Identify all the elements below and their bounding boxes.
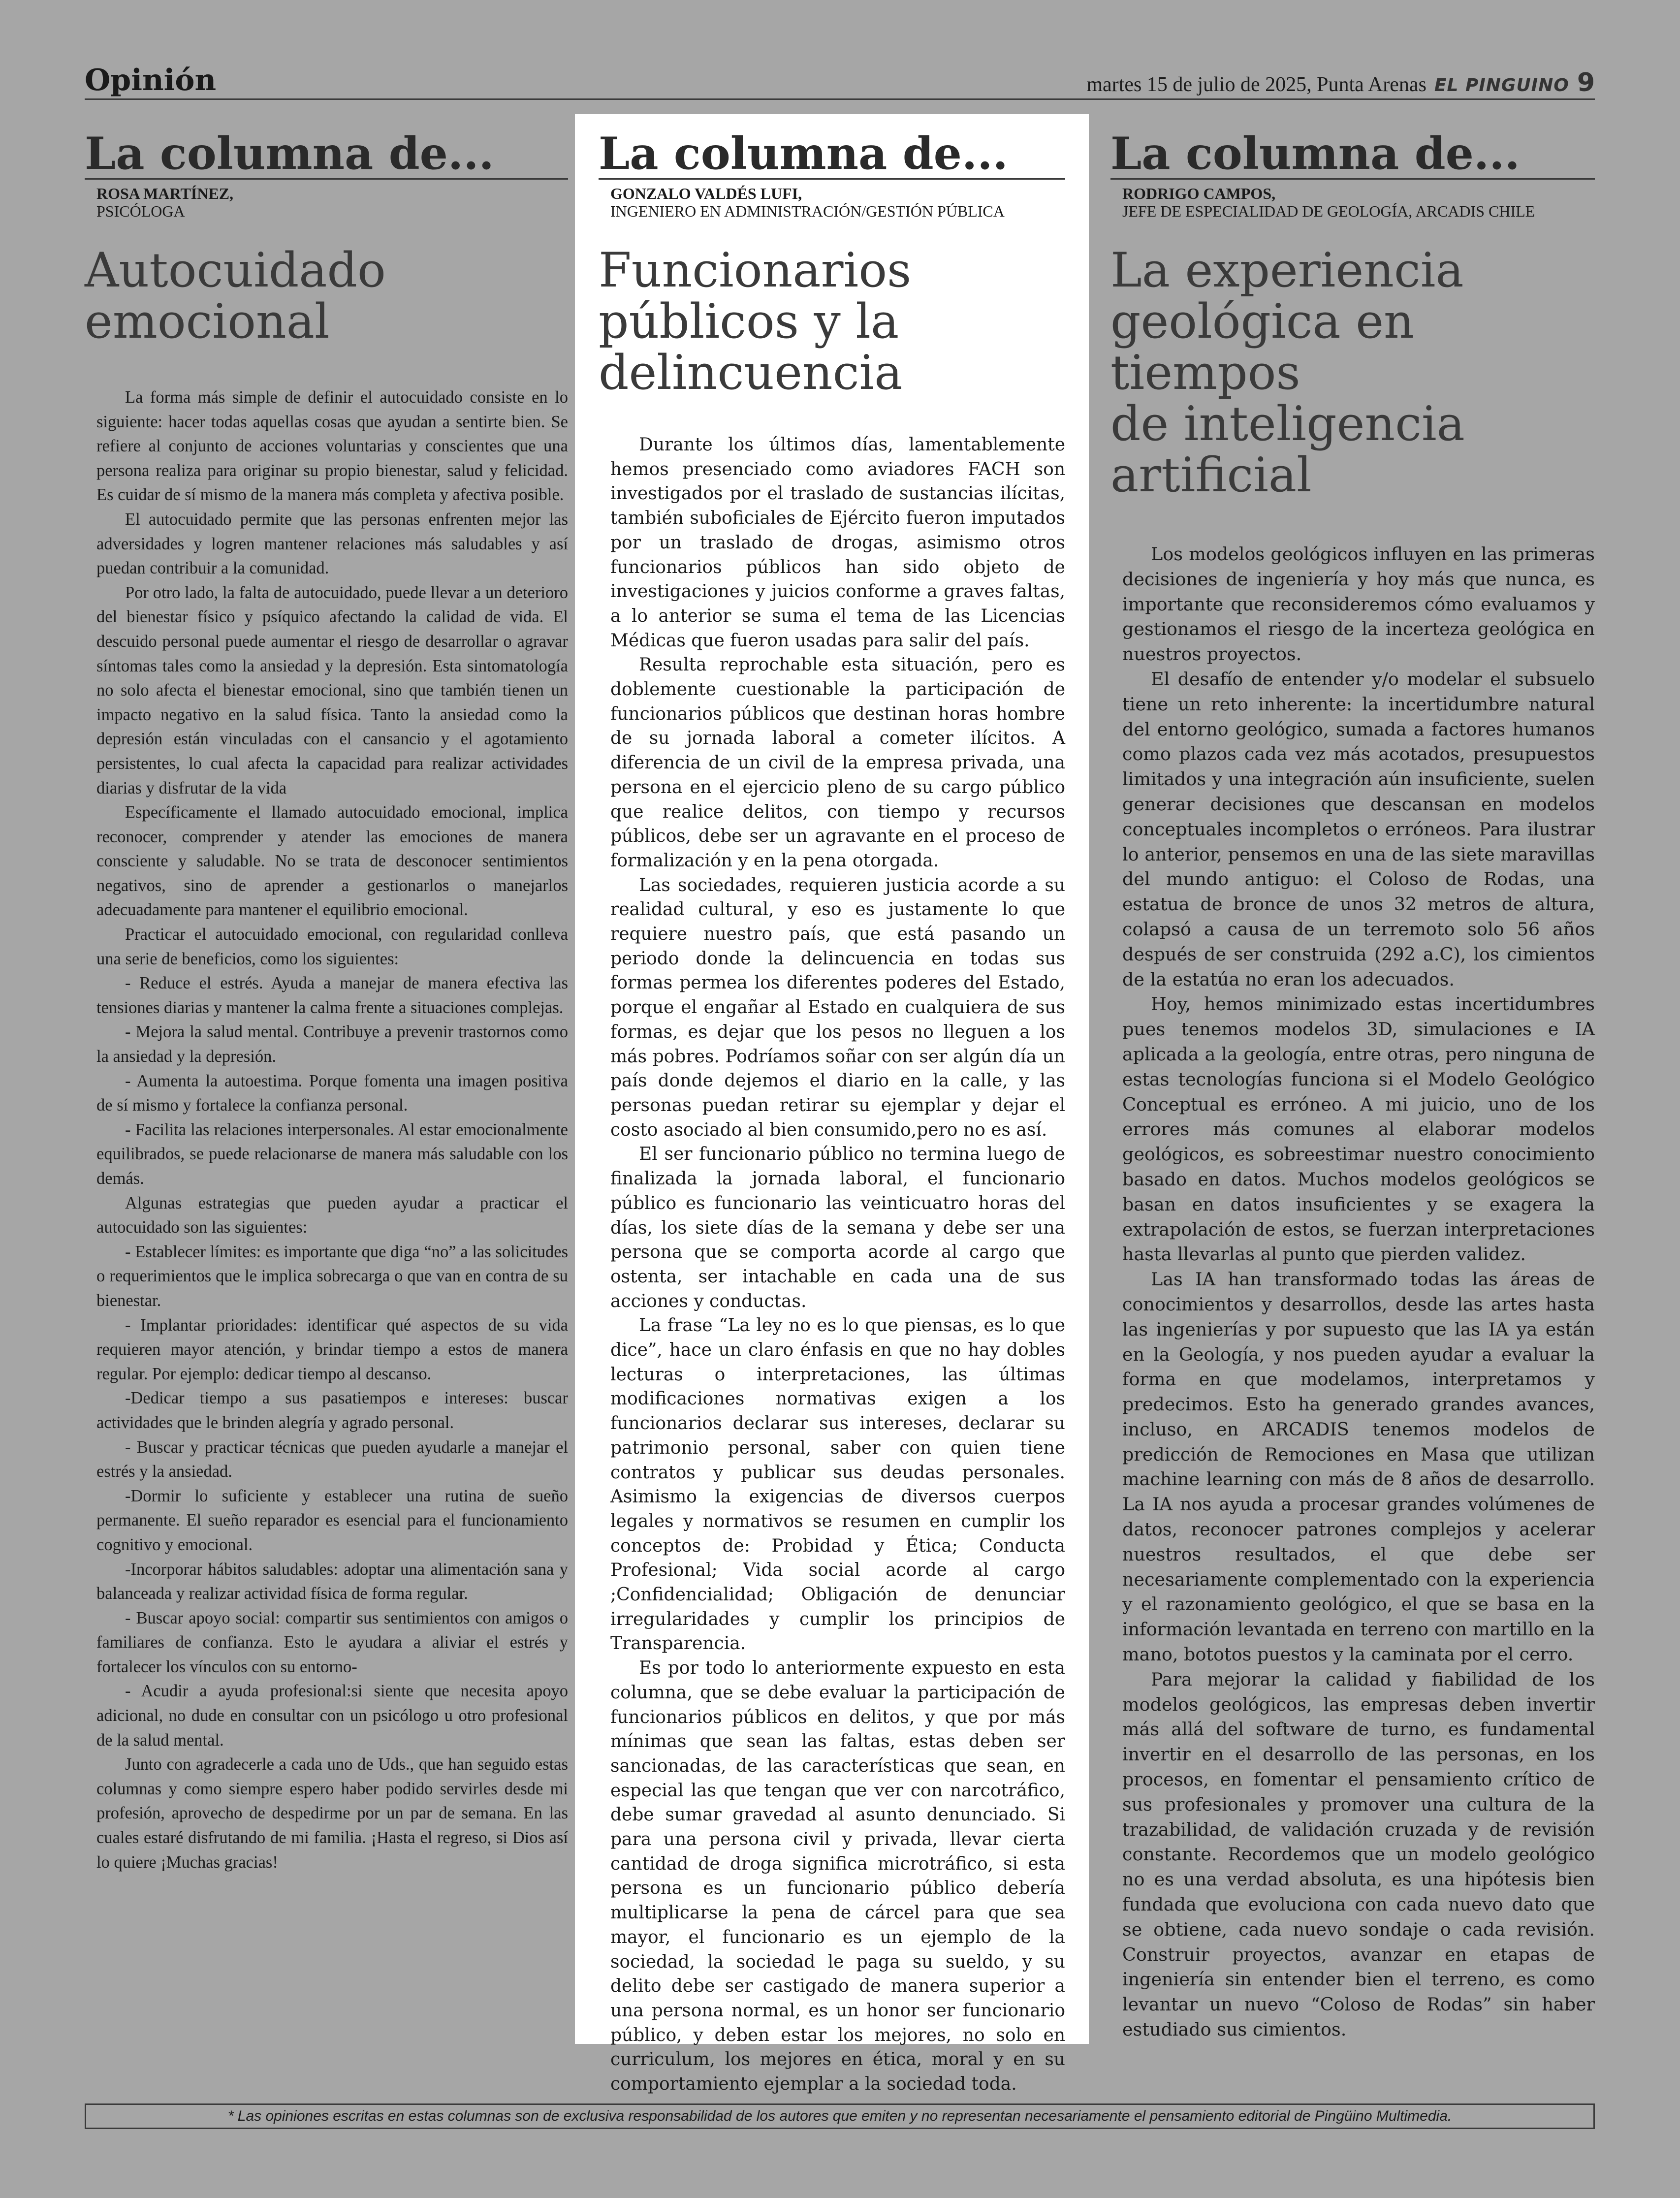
paragraph: - Buscar apoyo social: compartir sus sentimientos con amigos o familiares de confianza. Esto le ayudara a aliviar el estrés y fortalecer los vínculos con su entorno- bbox=[96, 1608, 568, 1676]
paragraph: Practicar el autocuidado emocional, con regularidad conlleva una serie de beneficios, como los siguientes: bbox=[96, 925, 568, 968]
column-gonzalo-valdes bbox=[575, 114, 1089, 2095]
paragraph: -Dormir lo suficiente y establecer una rutina de sueño permanente. El sueño reparador es esencial para el funcionamiento cognitivo y emocional. bbox=[96, 1486, 568, 1554]
page-header bbox=[85, 63, 1595, 100]
column-kicker: La columna de... bbox=[85, 131, 568, 180]
newspaper-logo: EL PINGUINO bbox=[1434, 75, 1569, 96]
paragraph: Algunas estrategias que pueden ayudar a practicar el autocuidado son las siguientes: bbox=[96, 1193, 568, 1237]
author-role: JEFE DE ESPECIALIDAD DE GEOLOGÍA, ARCADIS CHILE bbox=[1122, 202, 1535, 220]
paragraph: Durante los últimos días, lamentablemente hemos presenciado como aviadores FACH son investigados por el traslado de sustancias ilícitas, también suboficiales de Ejército fueron imputados por un traslado de drogas, asimismo otros funcionarios públicos han sido objeto de investigaciones y juicios conforme a graves faltas, a lo anterior se suma el tema de las Licencias Médicas que fueron usadas para salir del país. bbox=[610, 435, 1065, 651]
author-role: INGENIERO EN ADMINISTRACIÓN/GESTIÓN PÚBLICA bbox=[610, 202, 1005, 220]
column-rodrigo-campos bbox=[1110, 114, 1595, 2044]
column-kicker: La columna de... bbox=[599, 131, 1065, 180]
column-kicker: La columna de... bbox=[1110, 131, 1595, 180]
paragraph: - Mejora la salud mental. Contribuye a prevenir trastornos como la ansiedad y la depresión. bbox=[96, 1022, 568, 1066]
paragraph: El autocuidado permite que las personas enfrenten mejor las adversidades y logren mantener relaciones más saludables y así puedan contribuir a la comunidad. bbox=[96, 510, 568, 578]
paragraph: Por otro lado, la falta de autocuidado, puede llevar a un deterioro del bienestar físico y psíquico afectando la calidad de vida. El descuido personal puede aumentar el riesgo de desarrollar o agravar síntomas tales como la ansiedad y la depresión. Esta sintomatología no solo afecta el bienestar emocional, sino que también tienen un impacto negativo en la salud física. Tanto la ansiedad como la depresión están vinculadas con el cansancio y el agotamiento persistentes, lo cual afecta la capacidad para realizar actividades diarias y disfrutar de la vida bbox=[96, 583, 568, 797]
paragraph: El desafío de entender y/o modelar el subsuelo tiene un reto inherente: la incertidumbre natural del entorno geológico, sumada a factores humanos como plazos cada vez más acotados, presupuestos limitados y una integración aún insuficiente, suelen generar decisiones que descansan en modelos conceptuales incompletos o erróneos. Para ilustrar lo anterior, pensemos en una de las siete maravillas del mundo antiguo: el Coloso de Rodas, una estatua de bronce de unos 32 metros de altura, colapsó a causa de un terremoto solo 56 años después de ser construida (292 a.C), los cimientos de la estatúa no eran los adecuados. bbox=[1122, 668, 1595, 990]
paragraph: - Implantar prioridades: identificar qué aspectos de su vida requieren mayor atención, y brindar tiempo a estos de manera regular. Por ejemplo: dedicar tiempo al descanso. bbox=[96, 1315, 568, 1383]
paragraph: La forma más simple de definir el autocuidado consiste en lo siguiente: hacer todas aquellas cosas que ayudan a sentirte bien. Se refiere al conjunto de acciones voluntarias y conscientes que una persona realiza para originar su propio bienestar, salud y felicidad. Es cuidar de sí mismo de la manera más completa y afectiva posible. bbox=[96, 388, 568, 505]
date-text: martes 15 de julio de 2025, Punta Arenas bbox=[1086, 73, 1426, 96]
section-name: Opinión bbox=[85, 63, 217, 97]
author-name: GONZALO VALDÉS LUFI, bbox=[610, 185, 802, 202]
article-title: Funcionarios públicos y la delincuencia bbox=[599, 243, 912, 400]
paragraph: Hoy, hemos minimizado estas incertidumbres pues tenemos modelos 3D, simulaciones e IA aplicada a la geología, entre otras, pero ninguna de estas tecnologías funciona si el Modelo Geológico Conceptual es erróneo. A mi juicio, uno de los errores más comunes al elaborar modelos geológicos, es sobreestimar nuestro conocimiento basado en datos. Muchos modelos geológicos se basan en datos insuficientes y se exagera la extrapolación de estos, se fuerzan interpretaciones hasta llevarlas al punto que pierden validez. bbox=[1122, 993, 1595, 1265]
article-body bbox=[1122, 542, 1595, 2042]
paragraph: - Acudir a ayuda profesional:si siente que necesita apoyo adicional, no dude en consultar con un psicólogo u otro profesional de la salud mental. bbox=[96, 1682, 568, 1750]
paragraph: El ser funcionario público no termina luego de finalizada la jornada laboral, el funcionario público es funcionario las veinticuatro horas del días, los siete días de la semana y debe ser una persona que se comporta acorde al cargo que ostenta, ser intachable en cada una de sus acciones y conductas. bbox=[610, 1144, 1065, 1311]
column-rosa-martinez bbox=[85, 114, 568, 2044]
page-number: 9 bbox=[1577, 68, 1595, 97]
article-title: Autocuidado emocional bbox=[85, 243, 386, 349]
paragraph: - Facilita las relaciones interpersonales. Al estar emocionalmente equilibrados, se puede relacionarse de manera más saludable con los demás. bbox=[96, 1120, 568, 1188]
paragraph: Específicamente el llamado autocuidado emocional, implica reconocer, comprender y atender las emociones de manera consciente y saludable. No se trata de desconocer sentimientos negativos, sino de aprender a gestionarlos o manejarlos adecuadamente para mantener el equilibrio emocional. bbox=[96, 803, 568, 920]
paragraph: Las IA han transformado todas las áreas de conocimientos y desarrollos, desde las artes hasta las ingenierías y por supuesto que las IA ya están en la Geología, y nos pueden ayudar a evaluar la forma en que modelamos, interpretamos y predecimos. Esto ha generado grandes avances, incluso, en ARCADIS tenemos modelos de predicción de Remociones en Masa que utilizan machine learning con más de 8 años de desarrollo. La IA nos ayuda a procesar grandes volúmenes de datos, reconocer patrones complejos y acelerar nuestros resultados, el que debe ser necesariamente complementado con la experiencia y el razonamiento geológico, el que se basa en la información levantada en terreno con martillo en la mano, bototos puestos y la caminata por el cerro. bbox=[1122, 1269, 1595, 1665]
author-name: RODRIGO CAMPOS, bbox=[1122, 185, 1276, 202]
paragraph: - Reduce el estrés. Ayuda a manejar de manera efectiva las tensiones diarias y mantener la calma frente a situaciones complejas. bbox=[96, 974, 568, 1017]
paragraph: Los modelos geológicos influyen en las primeras decisiones de ingeniería y hoy más que nunca, es importante que reconsideremos cómo evaluamos y gestionamos el riesgo de la incerteza geológica en nuestros proyectos. bbox=[1122, 543, 1595, 665]
paragraph: - Aumenta la autoestima. Porque fomenta una imagen positiva de sí mismo y fortalece la confianza personal. bbox=[96, 1071, 568, 1115]
paragraph: - Buscar y practicar técnicas que pueden ayudarle a manejar el estrés y la ansiedad. bbox=[96, 1437, 568, 1481]
paragraph: -Dedicar tiempo a sus pasatiempos e intereses: buscar actividades que le brinden alegría y agrado personal. bbox=[96, 1389, 568, 1432]
paragraph: Resulta reprochable esta situación, pero es doblemente cuestionable la participación de funcionarios públicos que destinan horas hombre de su jornada laboral a cometer ilícitos. A diferencia de un civil de la empresa privada, una persona en el ejercicio pleno de su cargo público que realice delitos, con tiempo y recursos públicos, debe ser un agravante en el proceso de formalización y en la pena otorgada. bbox=[610, 655, 1065, 871]
paragraph: -Incorporar hábitos saludables: adoptar una alimentación sana y balanceada y realizar actividad física de forma regular. bbox=[96, 1560, 568, 1603]
paragraph: Junto con agradecerle a cada uno de Uds., que han seguido estas columnas y como siempre espero haber podido servirles desde mi profesión, aprovecho de despedirme por un par de semana. En las cuales estaré disfrutando de mi familia. ¡Hasta el regreso, si Dios así lo quiere ¡Muchas gracias! bbox=[96, 1755, 568, 1872]
paragraph: Las sociedades, requieren justicia acorde a su realidad cultural, y eso es justamente lo que requiere nuestro país, que está pasando un periodo donde la delincuencia en todas sus formas permea los diferentes poderes del Estado, porque el engañar al Estado en cualquiera de sus formas, es dejar que los pesos no lleguen a los más pobres. Podríamos soñar con ser algún día un país donde dejemos el diario en la calle, y las personas puedan retirar su ejemplar y dejar el costo asociado al bien consumido,pero no es así. bbox=[610, 875, 1065, 1140]
paragraph: La frase “La ley no es lo que piensas, es lo que dice”, hace un claro énfasis en que no hay dobles lecturas o interpretaciones, las últimas modificaciones normativas exigen a los funcionarios declarar sus intereses, declarar su patrimonio personal, saber con quien tiene contratos y publicar sus deudas personales. Asimismo la exigencias de diversos cuerpos legales y normativos se resumen en cumplir los conceptos de: Probidad y Ética; Conducta Profesional; Vida social acorde al cargo ;Confidencialidad; Obligación de denunciar irregularidades y cumplir los principios de Transparencia. bbox=[610, 1315, 1065, 1654]
paragraph: - Establecer límites: es importante que diga “no” a las solicitudes o requerimientos que le implica sobrecarga o que van en contra de su bienestar. bbox=[96, 1242, 568, 1310]
article-body bbox=[610, 433, 1065, 2097]
disclaimer: * Las opiniones escritas en estas columnas son de exclusiva responsabilidad de los autores que emiten y no representan necesariamente el pensamiento editorial de Pingüino Multimedia. bbox=[85, 2103, 1595, 2129]
date-line bbox=[1086, 68, 1595, 97]
author-name: ROSA MARTÍNEZ, bbox=[96, 185, 234, 202]
article-body bbox=[96, 385, 568, 1875]
paragraph: Para mejorar la calidad y fiabilidad de los modelos geológicos, las empresas deben invertir más allá del software de turno, es fundamental invertir en el desarrollo de las personas, en los procesos, en fomentar el pensamiento crítico de sus profesionales y promover una cultura de la trazabilidad, de validación cruzada y de revisión constante. Recordemos que un modelo geológico no es una verdad absoluta, es una hipótesis bien fundada que evoluciona con cada nuevo dato que se obtiene, cada nuevo sondaje o cada revisión. Construir proyectos, avanzar en etapas de ingeniería sin entender bien el terreno, es como levantar un nuevo “Coloso de Rodas” sin haber estudiado sus cimientos. bbox=[1122, 1668, 1595, 2040]
article-title: La experiencia geológica en tiempos de inteligencia artificial bbox=[1110, 243, 1465, 503]
author-role: PSICÓLOGA bbox=[96, 202, 185, 220]
paragraph: Es por todo lo anteriormente expuesto en esta columna, que se debe evaluar la participación de funcionarios públicos en delitos, y que por más mínimas que sean las faltas, estas deben ser sancionadas, de las características que sean, en especial las que tengan que ver con narcotráfico, debe sumar gravedad al asunto denunciado. Si para una persona civil y privada, llevar cierta cantidad de droga significa microtráfico, si esta persona es un funcionario público debería multiplicarse la pena de cárcel para que sea mayor, el funcionario es un ejemplo de la sociedad, la sociedad le paga su sueldo, y su delito debe ser castigado de manera superior a una persona normal, es un honor ser funcionario público, y deben estar los mejores, no solo en curriculum, los mejores en ética, moral y en su comportamiento ejemplar a la sociedad toda. bbox=[610, 1658, 1065, 2095]
